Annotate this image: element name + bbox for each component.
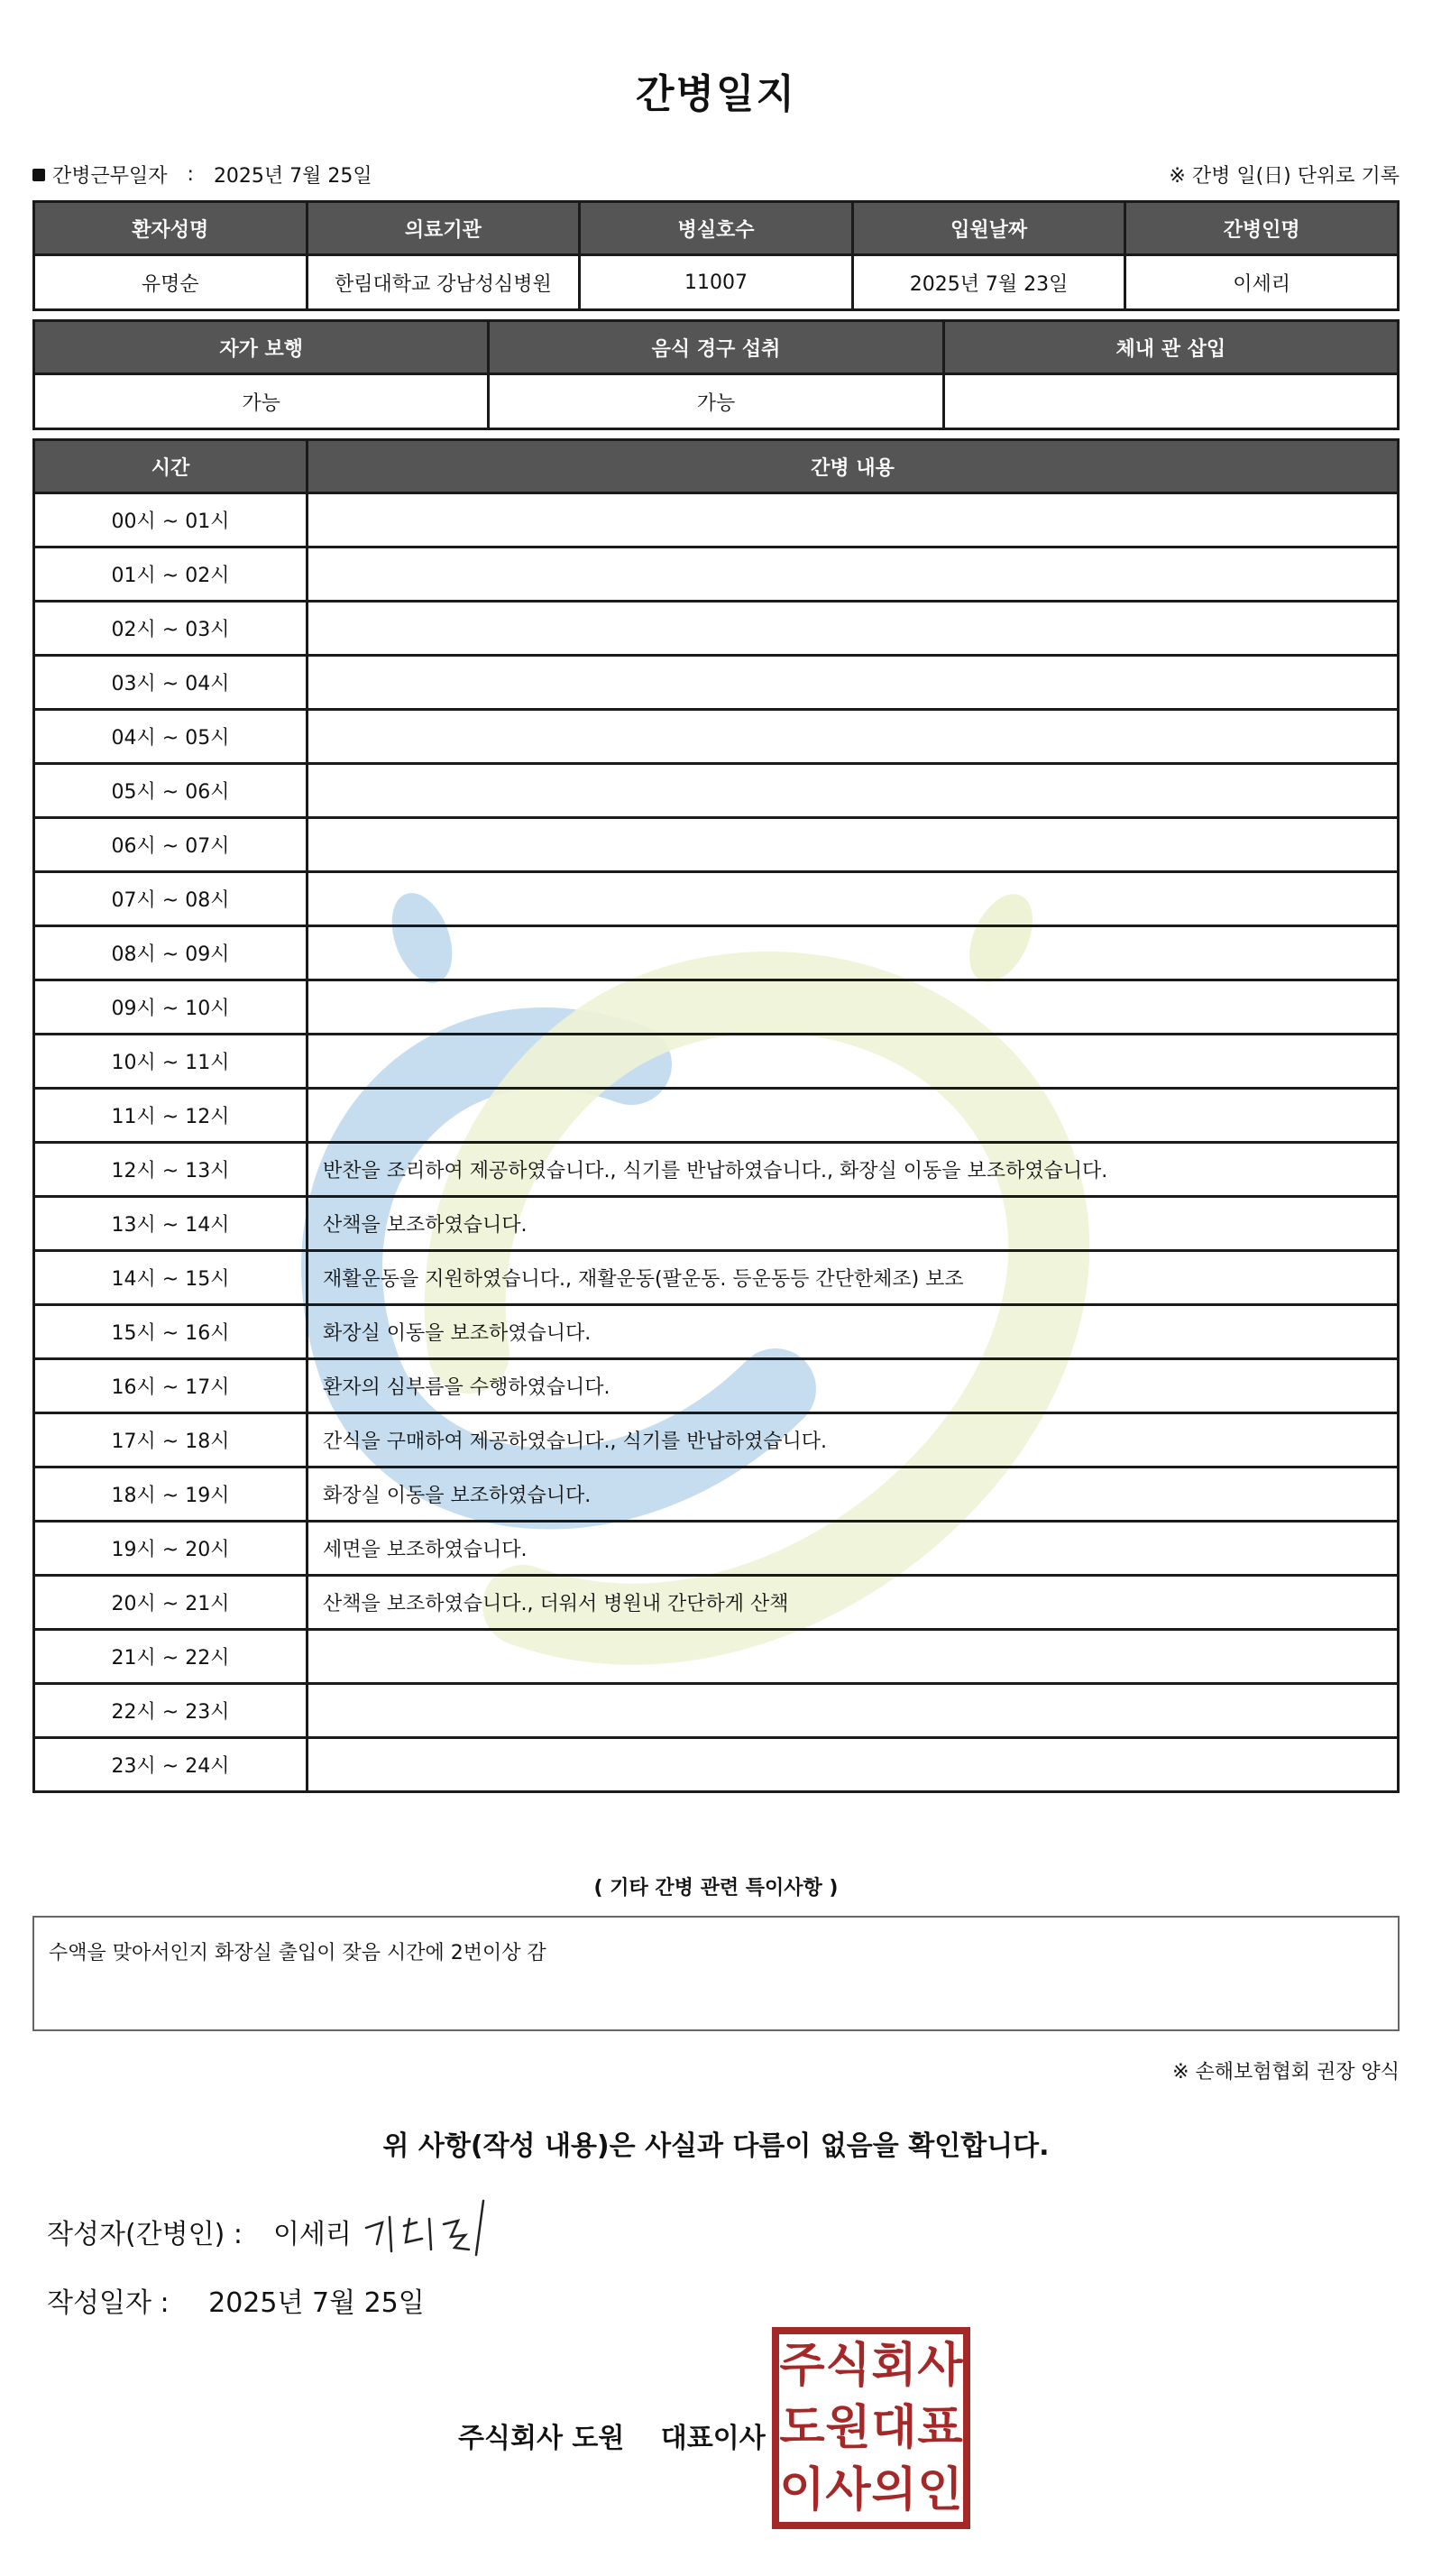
seal-char: 이 bbox=[779, 2463, 825, 2518]
hourly-care-table bbox=[32, 438, 1400, 1793]
table-row bbox=[34, 602, 1399, 656]
care-content: 화장실 이동을 보조하였습니다. bbox=[308, 1305, 1399, 1359]
work-date-value: 2025년 7월 25일 bbox=[213, 165, 372, 188]
care-content: 세면을 보조하였습니다. bbox=[308, 1522, 1399, 1576]
time-slot: 14시 ~ 15시 bbox=[34, 1251, 308, 1305]
work-date-row bbox=[32, 157, 1400, 189]
time-slot: 13시 ~ 14시 bbox=[34, 1197, 308, 1251]
header-admission-date: 입원날짜 bbox=[852, 202, 1125, 255]
seal-char: 회 bbox=[871, 2338, 917, 2393]
table-row bbox=[34, 1197, 1399, 1251]
time-slot: 00시 ~ 01시 bbox=[34, 493, 308, 547]
time-slot: 06시 ~ 07시 bbox=[34, 818, 308, 872]
written-date-label: 작성일자 : bbox=[47, 2287, 170, 2319]
care-content: 재활운동을 지원하였습니다., 재활운동(팔운동. 등운동등 간단한체조) 보조 bbox=[308, 1251, 1399, 1305]
care-content bbox=[308, 710, 1399, 764]
table-row bbox=[34, 1684, 1399, 1738]
seal-char: 사 bbox=[825, 2463, 871, 2518]
table-row bbox=[34, 1467, 1399, 1522]
header-hospital: 의료기관 bbox=[307, 202, 580, 255]
unit-note: ※ 간병 일(日) 단위로 기록 bbox=[1169, 165, 1400, 188]
patient-status-table bbox=[32, 319, 1400, 430]
table-row bbox=[34, 872, 1399, 926]
patient-info-table bbox=[32, 200, 1400, 311]
care-content bbox=[308, 1738, 1399, 1792]
care-content: 환자의 심부름을 수행하였습니다. bbox=[308, 1359, 1399, 1413]
time-slot: 19시 ~ 20시 bbox=[34, 1522, 308, 1576]
header-patient-name: 환자성명 bbox=[34, 202, 308, 255]
care-content bbox=[308, 547, 1399, 602]
care-content bbox=[308, 1089, 1399, 1143]
time-slot: 11시 ~ 12시 bbox=[34, 1089, 308, 1143]
table-row bbox=[34, 1251, 1399, 1305]
time-slot: 04시 ~ 05시 bbox=[34, 710, 308, 764]
care-content bbox=[308, 602, 1399, 656]
header-time: 시간 bbox=[34, 440, 308, 493]
table-row bbox=[34, 926, 1399, 980]
table-row bbox=[34, 1035, 1399, 1089]
time-slot: 15시 ~ 16시 bbox=[34, 1305, 308, 1359]
table-row bbox=[34, 764, 1399, 818]
table-row bbox=[34, 1305, 1399, 1359]
written-date-line bbox=[47, 2280, 425, 2320]
self-walking-value: 가능 bbox=[34, 374, 489, 429]
handwritten-signature bbox=[357, 2192, 519, 2264]
care-content bbox=[308, 764, 1399, 818]
care-content: 반찬을 조리하여 제공하였습니다., 식기를 반납하였습니다., 화장실 이동을 보조하였습니다. bbox=[308, 1143, 1399, 1197]
remarks-title: ( 기타 간병 관련 특이사항 ) bbox=[593, 1877, 839, 1900]
time-slot: 20시 ~ 21시 bbox=[34, 1576, 308, 1630]
table-row bbox=[34, 1359, 1399, 1413]
header-tube-insertion: 체내 관 삽입 bbox=[943, 321, 1398, 374]
author-name: 이세리 bbox=[272, 2219, 352, 2250]
time-slot: 12시 ~ 13시 bbox=[34, 1143, 308, 1197]
author-label: 작성자(간병인) : bbox=[47, 2219, 243, 2250]
caregiver-name: 이세리 bbox=[1125, 255, 1399, 310]
patient-name: 유명순 bbox=[34, 255, 308, 310]
oral-intake-value: 가능 bbox=[489, 374, 943, 429]
written-date-value: 2025년 7월 25일 bbox=[208, 2287, 425, 2319]
table-row bbox=[34, 1630, 1399, 1684]
document-title: 간병일지 bbox=[635, 71, 796, 117]
hospital-name: 한림대학교 강남성심병원 bbox=[307, 255, 580, 310]
care-content bbox=[308, 818, 1399, 872]
header-caregiver-name: 간병인명 bbox=[1125, 202, 1399, 255]
remarks-text: 수액을 맞아서인지 화장실 출입이 잦음 시간에 2번이상 감 bbox=[49, 1942, 546, 1964]
time-slot: 23시 ~ 24시 bbox=[34, 1738, 308, 1792]
seal-char: 원 bbox=[825, 2400, 871, 2455]
time-slot: 05시 ~ 06시 bbox=[34, 764, 308, 818]
bullet-square-icon bbox=[32, 169, 45, 181]
care-content bbox=[308, 656, 1399, 710]
seal-char: 의 bbox=[871, 2463, 917, 2518]
seal-char: 표 bbox=[917, 2400, 963, 2455]
time-slot: 22시 ~ 23시 bbox=[34, 1684, 308, 1738]
care-content bbox=[308, 980, 1399, 1035]
table-row bbox=[34, 1089, 1399, 1143]
author-line bbox=[47, 2212, 352, 2251]
time-slot: 07시 ~ 08시 bbox=[34, 872, 308, 926]
time-slot: 03시 ~ 04시 bbox=[34, 656, 308, 710]
care-content: 간식을 구매하여 제공하였습니다., 식기를 반납하였습니다. bbox=[308, 1413, 1399, 1467]
time-slot: 21시 ~ 22시 bbox=[34, 1630, 308, 1684]
care-content: 산책을 보조하였습니다., 더워서 병원내 간단하게 산책 bbox=[308, 1576, 1399, 1630]
time-slot: 10시 ~ 11시 bbox=[34, 1035, 308, 1089]
care-content bbox=[308, 1035, 1399, 1089]
time-slot: 08시 ~ 09시 bbox=[34, 926, 308, 980]
table-row bbox=[34, 1143, 1399, 1197]
insurance-note: ※ 손해보험협회 권장 양식 bbox=[1172, 2061, 1400, 2084]
table-row bbox=[34, 1576, 1399, 1630]
admission-date: 2025년 7월 23일 bbox=[852, 255, 1125, 310]
care-content bbox=[308, 493, 1399, 547]
header-oral-intake: 음식 경구 섭취 bbox=[489, 321, 943, 374]
seal-char: 사 bbox=[917, 2338, 963, 2393]
care-content bbox=[308, 1630, 1399, 1684]
time-slot: 01시 ~ 02시 bbox=[34, 547, 308, 602]
confirmation-statement: 위 사항(작성 내용)은 사실과 다름이 없음을 확인합니다. bbox=[382, 2130, 1050, 2162]
header-room: 병실호수 bbox=[580, 202, 853, 255]
care-content bbox=[308, 1684, 1399, 1738]
time-slot: 09시 ~ 10시 bbox=[34, 980, 308, 1035]
seal-char: 식 bbox=[825, 2338, 871, 2393]
time-slot: 17시 ~ 18시 bbox=[34, 1413, 308, 1467]
header-self-walking: 자가 보행 bbox=[34, 321, 489, 374]
seal-char: 인 bbox=[917, 2463, 963, 2518]
tube-insertion-value bbox=[943, 374, 1398, 429]
company-line bbox=[458, 2415, 766, 2455]
care-content: 산책을 보조하였습니다. bbox=[308, 1197, 1399, 1251]
work-date-label: 간병근무일자 bbox=[52, 165, 168, 188]
table-row bbox=[34, 710, 1399, 764]
company-seal-stamp bbox=[772, 2327, 970, 2529]
table-row bbox=[34, 1413, 1399, 1467]
care-content bbox=[308, 926, 1399, 980]
room-number: 11007 bbox=[580, 255, 853, 310]
time-slot: 18시 ~ 19시 bbox=[34, 1467, 308, 1522]
table-row bbox=[34, 1522, 1399, 1576]
time-slot: 02시 ~ 03시 bbox=[34, 602, 308, 656]
remarks-box bbox=[32, 1916, 1400, 2031]
table-row bbox=[34, 980, 1399, 1035]
table-row bbox=[34, 547, 1399, 602]
seal-char: 주 bbox=[779, 2338, 825, 2393]
work-date-separator: : bbox=[187, 163, 194, 186]
care-content bbox=[308, 872, 1399, 926]
seal-char: 도 bbox=[779, 2400, 825, 2455]
table-row bbox=[34, 493, 1399, 547]
seal-char: 대 bbox=[871, 2400, 917, 2455]
company-title: 대표이사 bbox=[660, 2423, 766, 2454]
table-row bbox=[34, 818, 1399, 872]
care-content: 화장실 이동을 보조하였습니다. bbox=[308, 1467, 1399, 1522]
table-row bbox=[34, 1738, 1399, 1792]
time-slot: 16시 ~ 17시 bbox=[34, 1359, 308, 1413]
table-row bbox=[34, 656, 1399, 710]
header-care-content: 간병 내용 bbox=[308, 440, 1399, 493]
company-name: 주식회사 도원 bbox=[458, 2423, 625, 2454]
